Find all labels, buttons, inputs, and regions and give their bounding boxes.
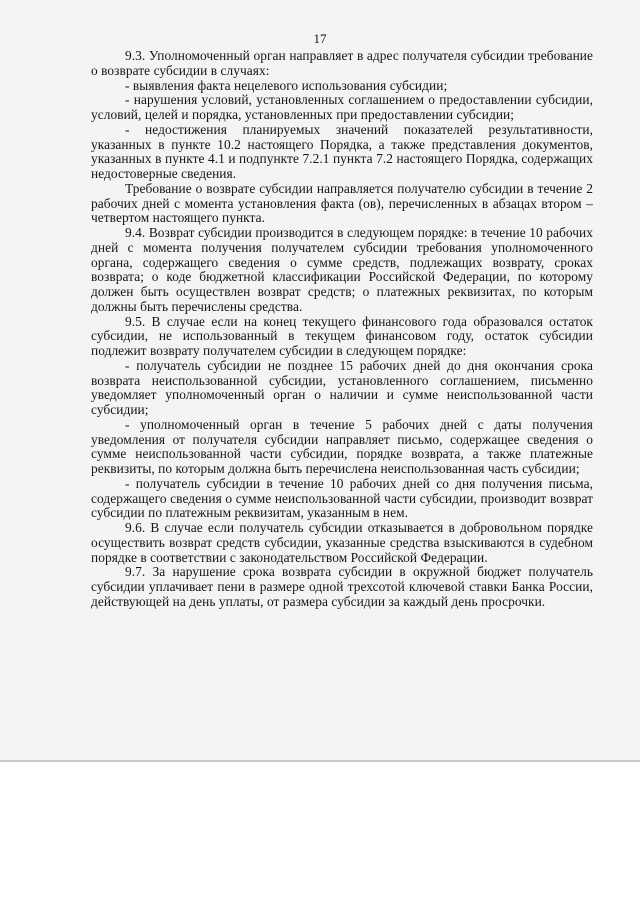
paragraph-9-3: 9.3. Уполномоченный орган направляет в адрес получателя субсидии требование о возврате субсидии в случаях:	[91, 48, 593, 78]
paragraph-9-6: 9.6. В случае если получатель субсидии отказывается в добровольном порядке осуществить возврат средств субсидии, указанные средства взыскиваются в судебном порядке в соответствии с законодательством Российской Федерации.	[91, 520, 593, 565]
paragraph-9-5: 9.5. В случае если на конец текущего финансового года образовался остаток субсидии, не использованный в текущем финансовом году, остаток субсидии подлежит возврату получателем субсидии в следующем порядке:	[91, 313, 593, 358]
paragraph-9-7: 9.7. За нарушение срока возврата субсидии в окружной бюджет получатель субсидии уплачивает пени в размере одной трехсотой ключевой ставки Банка России, действующей на день уплаты, от размера субсидии за каждый день просрочки.	[91, 564, 593, 609]
list-item-authority-letter: - уполномоченный орган в течение 5 рабочих дней с даты получения уведомления от получателя субсидии направляет письмо, содержащее сведения о сумме неиспользованной части субсидии, порядке возврата, а также платежные реквизиты, по которым должна быть перечислена неиспользованная часть субсидии;	[91, 416, 593, 476]
document-body	[91, 49, 593, 610]
paragraph-requirement-term: Требование о возврате субсидии направляется получателю субсидии в течение 2 рабочих дней с момента установления факта (ов), перечисленных в абзацах втором – четвертом настоящего пункта.	[91, 180, 593, 226]
page-number: 17	[313, 31, 327, 46]
list-item-recipient-refund: - получатель субсидии в течение 10 рабочих дней со дня получения письма, содержащего сведения о сумме неиспользованной части субсидии, производит возврат субсидии по платежным реквизитам, указанным в нем.	[91, 475, 593, 521]
paragraph-9-4: 9.4. Возврат субсидии производится в следующем порядке: в течение 10 рабочих дней с момента получения получателем субсидии требования уполномоченного органа, содержащего сведения о сумме средств, подлежащих возврату, сроках возврата; о коде бюджетной классификации Российской Федерации, по которому должен быть осуществлен возврат средств; о платежных реквизитах, по которым должны быть перечислены средства.	[91, 225, 593, 314]
list-item-misuse: - выявления факта нецелевого использования субсидии;	[125, 77, 448, 93]
list-item-underperformance: - недостижения планируемых значений показателей результативности, указанных в пункте 10.2 настоящего Порядка, а также представления документов, указанных в пункте 4.1 и подпункте 7.2.1 пункта 7.2 настоящего Порядка, содержащих недостоверные сведения.	[91, 121, 593, 181]
list-item-recipient-notice: - получатель субсидии не позднее 15 рабочих дней до дня окончания срока возврата неиспользованной субсидии, установленного соглашением, письменно уведомляет уполномоченный орган о наличии и сумме неиспользованной части субсидии;	[91, 357, 593, 417]
list-item-violation: - нарушения условий, установленных соглашением о предоставлении субсидии, условий, целей и порядка, установленных при предоставлении субсидии;	[91, 92, 593, 122]
scan-edge-divider	[0, 760, 640, 762]
